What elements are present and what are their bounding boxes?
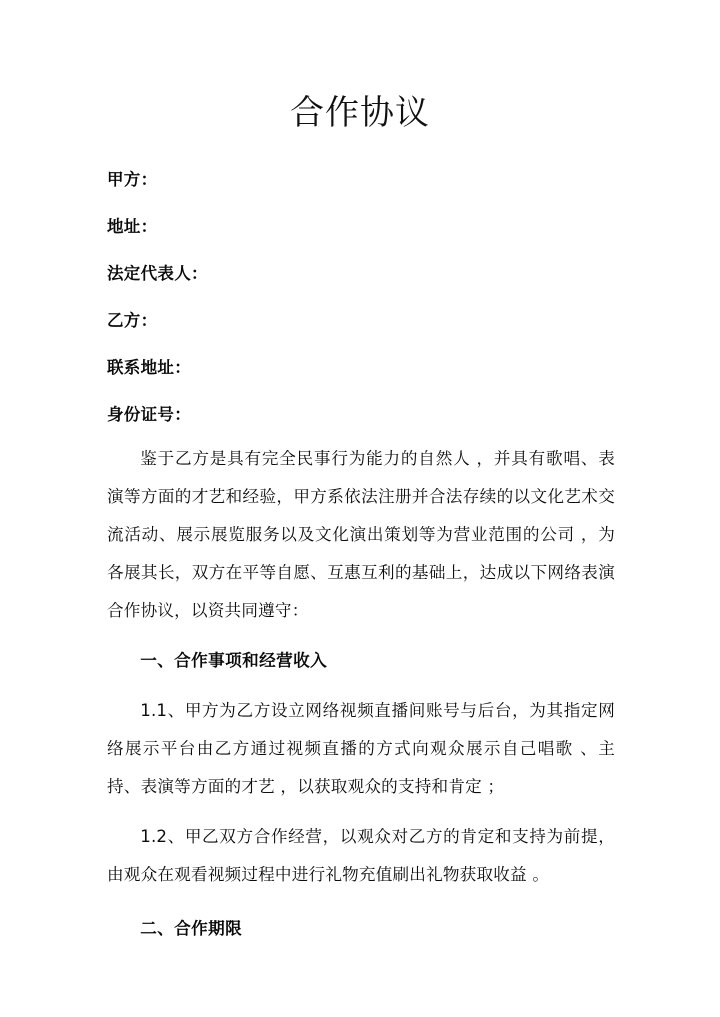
party-field-legal-rep: 法定代表人：	[107, 264, 208, 283]
clause-1-2: 1.2、甲乙双方合作经营，以观众对乙方的肯定和支持为前提，由观众在观看视频过程中进行礼物充值刷出礼物获取收益 。	[107, 827, 615, 884]
document-body	[107, 440, 615, 948]
party-field-jiafang: 甲方：	[107, 170, 158, 189]
party-field-id-number: 身份证号：	[107, 405, 191, 424]
party-field-address: 地址：	[107, 217, 158, 236]
party-field-yifang: 乙方：	[107, 311, 158, 330]
page-title: 合作协议	[290, 93, 430, 133]
spacer	[107, 680, 615, 692]
section-heading-one: 一、合作事项和经营收入	[140, 651, 328, 670]
spacer	[107, 630, 615, 642]
party-field-contact-addr: 联系地址：	[107, 358, 191, 377]
clause-1-1: 1.1、甲方为乙方设立网络视频直播间账号与后台，为其指定网络展示平台由乙方通过视频直播的方式向观众展示自己唱歌 、主持、表演等方面的才艺 ，以获取观众的支持和肯定 ；	[107, 701, 615, 796]
section-heading-two: 二、合作期限	[140, 919, 243, 938]
party-information-fields	[107, 156, 613, 438]
spacer	[107, 806, 615, 818]
spacer	[107, 894, 615, 910]
preamble-paragraph: 鉴于乙方是具有完全民事行为能力的自然人 ，并具有歌唱、表演等方面的才艺和经验，甲方系依法注册并合法存续的以文化艺术交流活动、展示展览服务以及文化演出策划等为营业范围的公司 ，为各展其长，双方在平等自愿、互惠互利的基础上，达成以下网络表演合作协议，以资共同遵守：	[107, 449, 615, 620]
